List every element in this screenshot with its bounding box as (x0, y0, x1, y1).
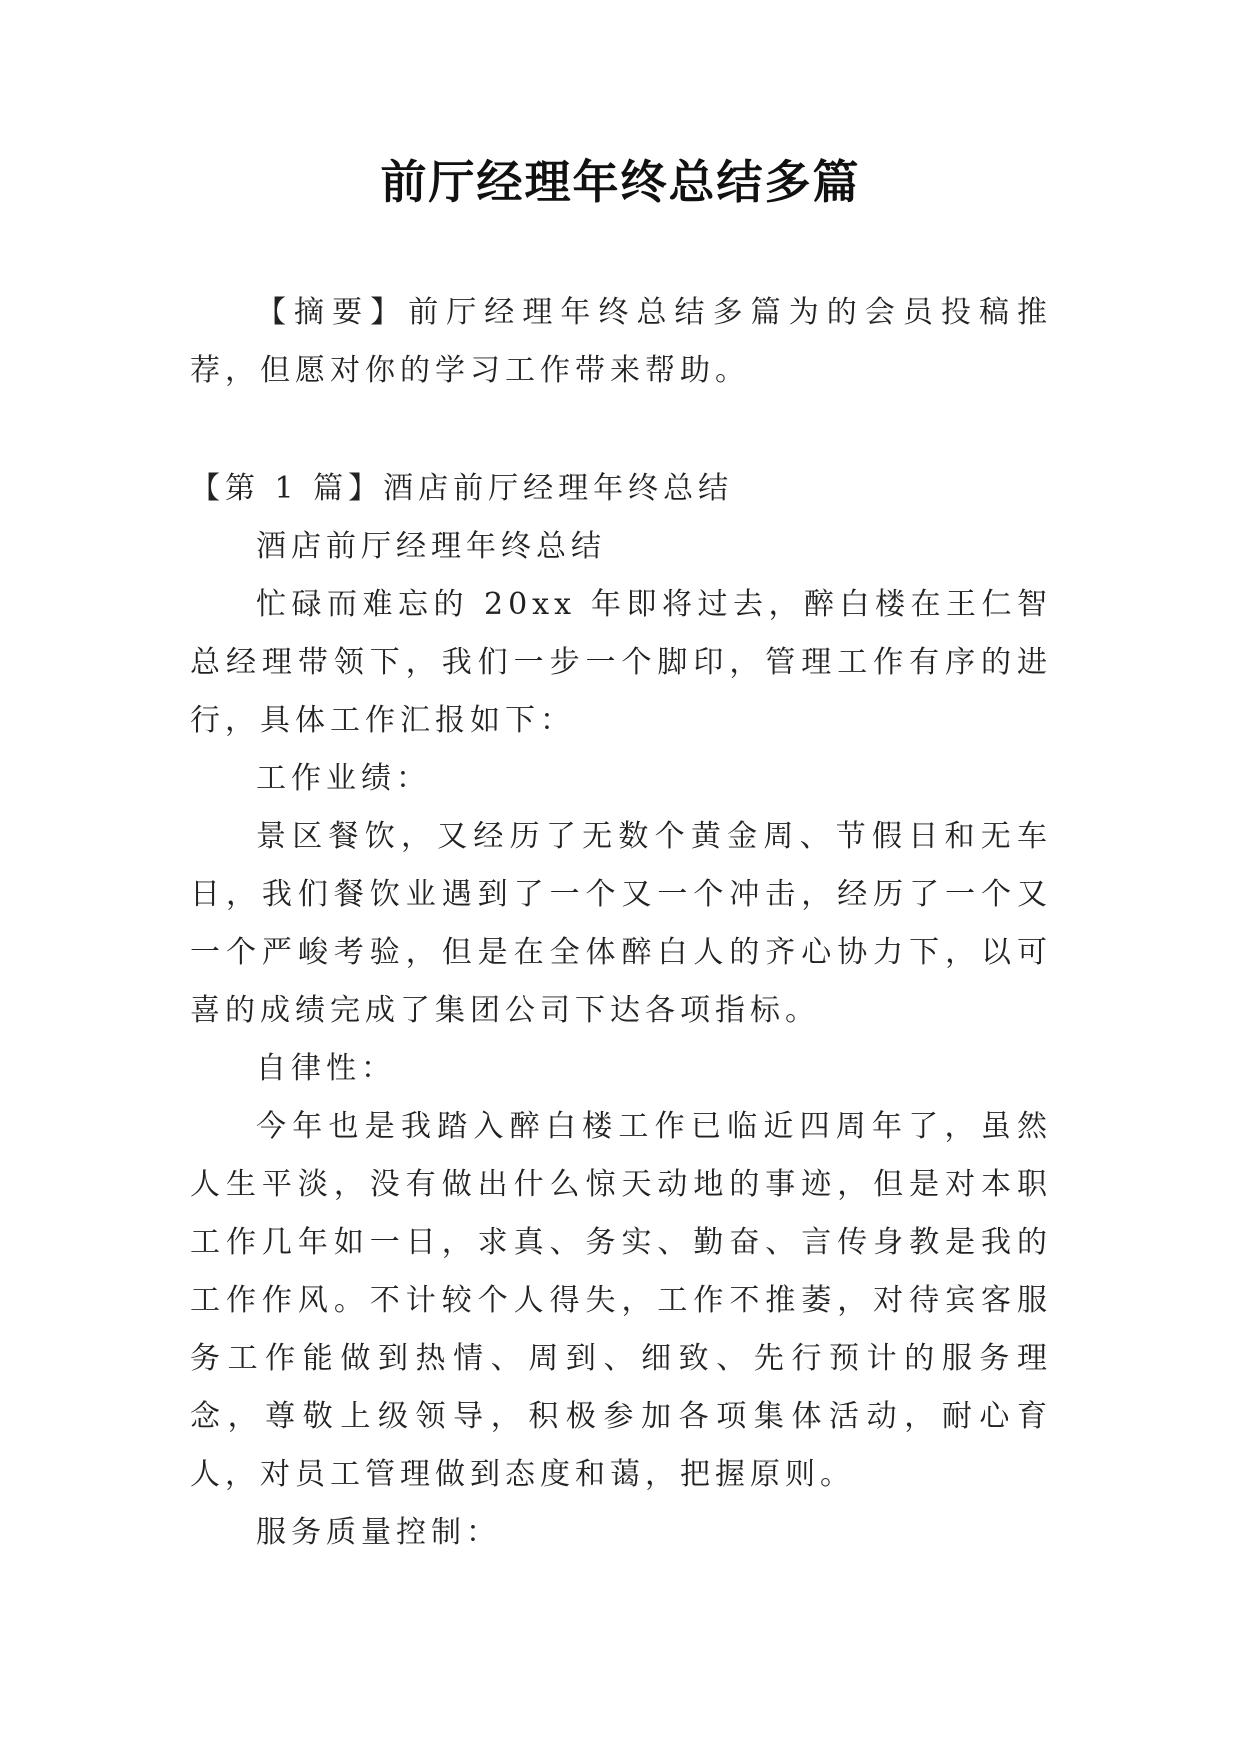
section-1 (190, 460, 1052, 1562)
summary-paragraph: 【摘要】前厅经理年终总结多篇为的会员投稿推荐，但愿对你的学习工作带来帮助。 (190, 295, 1052, 388)
paragraph-self-discipline: 今年也是我踏入醉白楼工作已临近四周年了，虽然人生平淡，没有做出什么惊天动地的事迹，但是对本职工作几年如一日，求真、务实、勤奋、言传身教是我的工作作风。不计较个人得失，工作不推萎，对待宾客服务工作能做到热情、周到、细致、先行预计的服务理念，尊敬上级领导，积极参加各项集体活动，耐心育人，对员工管理做到态度和蔼，把握原则。 (190, 1109, 1052, 1492)
paragraph-subtitle: 酒店前厅经理年终总结 (256, 529, 606, 564)
document-title: 前厅经理年终总结多篇 (380, 155, 861, 209)
paragraph-heading-self-discipline: 自律性： (256, 1051, 396, 1086)
paragraph-intro: 忙碌而难忘的 20xx 年即将过去，醉白楼在王仁智总经理带领下，我们一步一个脚印，管理工作有序的进行，具体工作汇报如下： (190, 587, 1052, 738)
paragraph-performance: 景区餐饮，又经历了无数个黄金周、节假日和无车日，我们餐饮业遇到了一个又一个冲击，经历了一个又一个严峻考验，但是在全体醉白人的齐心协力下，以可喜的成绩完成了集团公司下达各项指标。 (190, 819, 1052, 1028)
paragraph-heading-service-quality: 服务质量控制： (256, 1515, 501, 1550)
summary-block (190, 284, 1052, 400)
section-heading: 【第 1 篇】酒店前厅经理年终总结 (190, 471, 734, 506)
paragraph-heading-performance: 工作业绩： (256, 761, 431, 796)
